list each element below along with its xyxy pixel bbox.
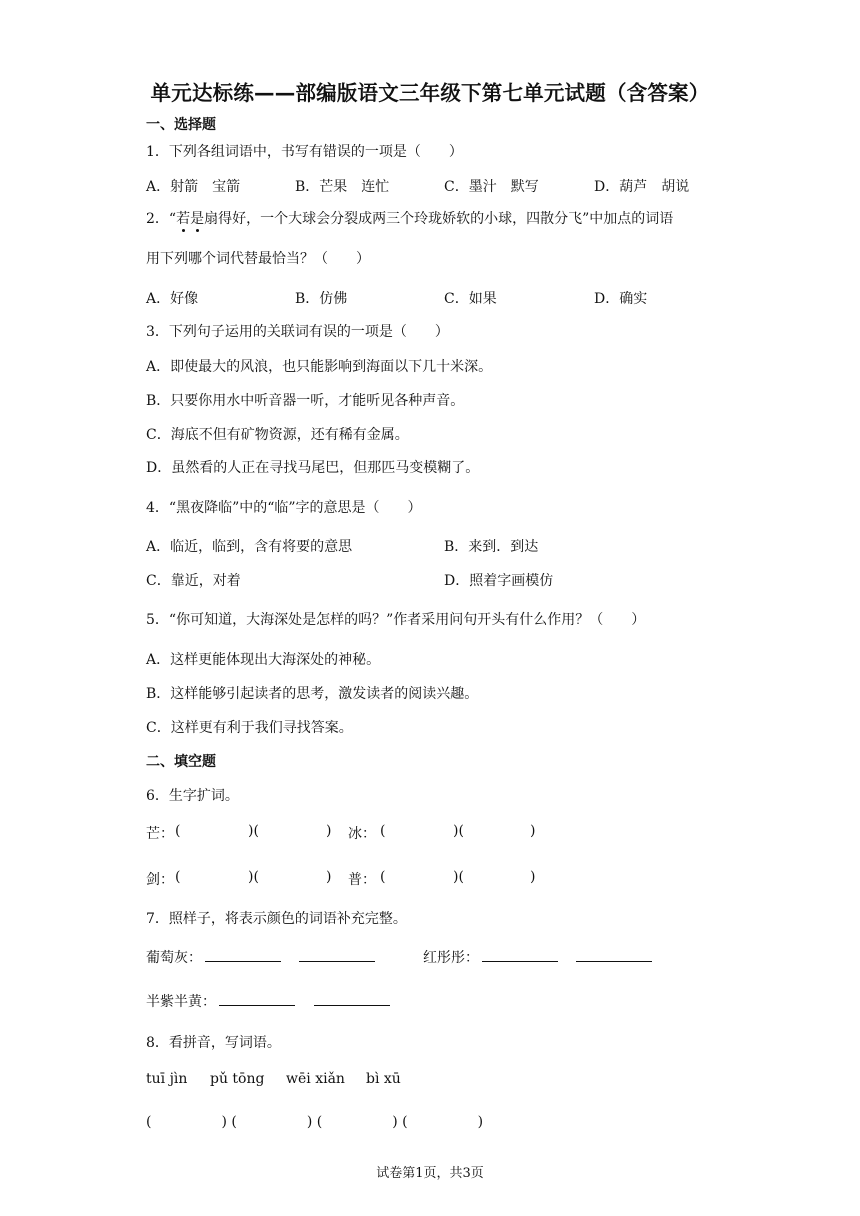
q1-option-d: D．葫芦 胡说 (594, 179, 690, 195)
question-2-stem (146, 208, 673, 228)
q8-pinyin-4: bì xū (366, 1071, 401, 1087)
q3-option-c: C．海底不但有矿物资源，还有稀有金属。 (146, 427, 409, 443)
q6-paren-close: ) (530, 823, 536, 839)
q4-option-a: A．临近，临到，含有将要的意思 (146, 539, 353, 555)
q6-paren-open: ( (175, 869, 181, 885)
q8-pinyin-3: wēi xiǎn (286, 1071, 345, 1087)
q6-paren-mid: )( (248, 869, 259, 885)
q7-item-1-label: 葡萄灰： (146, 950, 202, 966)
q6-char-1-label: 芒： (146, 826, 174, 842)
q6-paren-mid: )( (248, 823, 259, 839)
question-1-stem: 1．下列各组词语中，书写有错误的一项是（ ） (146, 144, 463, 160)
q6-paren-open: ( (380, 869, 386, 885)
page-footer: 试卷第1页，共3页 (376, 1166, 484, 1181)
q1-option-c: C．墨汁 默写 (444, 179, 539, 195)
q2-stem-prefix: 2．“ (146, 211, 177, 227)
q6-paren-close: ) (326, 823, 332, 839)
q4-option-d: D．照着字画模仿 (444, 573, 554, 589)
q7-item-3-label: 半紫半黄： (146, 994, 216, 1010)
question-6-stem: 6．生字扩词。 (146, 788, 239, 804)
q7-blank[interactable] (219, 993, 295, 1006)
q6-paren-mid: )( (453, 823, 464, 839)
q1-option-b: B．芒果 连忙 (295, 179, 390, 195)
question-7-stem: 7．照样子，将表示颜色的词语补充完整。 (146, 911, 407, 927)
q2-dotted-char-1: 若 (176, 211, 191, 227)
q4-option-b: B．来到．到达 (444, 539, 539, 555)
q3-option-d: D．虽然看的人正在寻找马尾巴，但那匹马变模糊了。 (146, 460, 480, 476)
q6-paren-open: ( (175, 823, 181, 839)
q1-option-a: A．射箭 宝箭 (146, 179, 241, 195)
question-2-stem-line2: 用下列哪个词代替最恰当？（ ） (146, 251, 370, 267)
q6-paren-open: ( (380, 823, 386, 839)
question-5-stem: 5．“你可知道，大海深处是怎样的吗？”作者采用问句开头有什么作用？（ ） (146, 612, 646, 628)
q3-option-b: B．只要你用水中听音器一听，才能听见各种声音。 (146, 393, 465, 409)
section-heading-fill: 二、填空题 (146, 754, 216, 770)
q8-pinyin-2: pǔ tōng (210, 1071, 265, 1087)
q3-option-a: A．即使最大的风浪，也只能影响到海面以下几十米深。 (146, 359, 493, 375)
question-4-stem: 4．“黑夜降临”中的“临”字的意思是（ ） (146, 500, 422, 516)
q2-option-b: B．仿佛 (295, 291, 348, 307)
question-3-stem: 3．下列句子运用的关联词有误的一项是（ ） (146, 324, 449, 340)
q7-blank[interactable] (314, 993, 390, 1006)
q7-blank[interactable] (205, 949, 281, 962)
q7-item-2-label: 红彤彤： (423, 950, 479, 966)
q5-option-b: B．这样能够引起读者的思考，激发读者的阅读兴趣。 (146, 686, 479, 702)
q7-blank[interactable] (482, 949, 558, 962)
q8-pinyin-1: tuī jìn (146, 1071, 188, 1087)
q6-char-3-label: 剑： (146, 872, 174, 888)
question-8-stem: 8．看拼音，写词语。 (146, 1035, 281, 1051)
page-title: 单元达标练——部编版语文三年级下第七单元试题（含答案） (150, 81, 710, 105)
q6-paren-close: ) (530, 869, 536, 885)
q2-dotted-char-2: 是 (190, 211, 205, 227)
q7-blank[interactable] (299, 949, 375, 962)
q6-char-4-label: 普： (348, 872, 376, 888)
q7-blank[interactable] (576, 949, 652, 962)
q4-option-c: C．靠近，对着 (146, 573, 241, 589)
q5-option-c: C．这样更有利于我们寻找答案。 (146, 720, 353, 736)
q2-stem-rest: 扇得好，一个大球会分裂成两三个玲珑娇软的小球，四散分飞”中加点的词语 (204, 211, 674, 227)
q6-paren-close: ) (326, 869, 332, 885)
q6-paren-mid: )( (453, 869, 464, 885)
q8-answer-brackets: ( ) ( ) ( ) ( ) (146, 1114, 484, 1130)
section-heading-choice: 一、选择题 (146, 117, 216, 133)
q6-char-2-label: 冰： (348, 826, 376, 842)
q2-option-d: D．确实 (594, 291, 648, 307)
q5-option-a: A．这样更能体现出大海深处的神秘。 (146, 652, 381, 668)
q2-option-a: A．好像 (146, 291, 199, 307)
q2-option-c: C．如果 (444, 291, 497, 307)
